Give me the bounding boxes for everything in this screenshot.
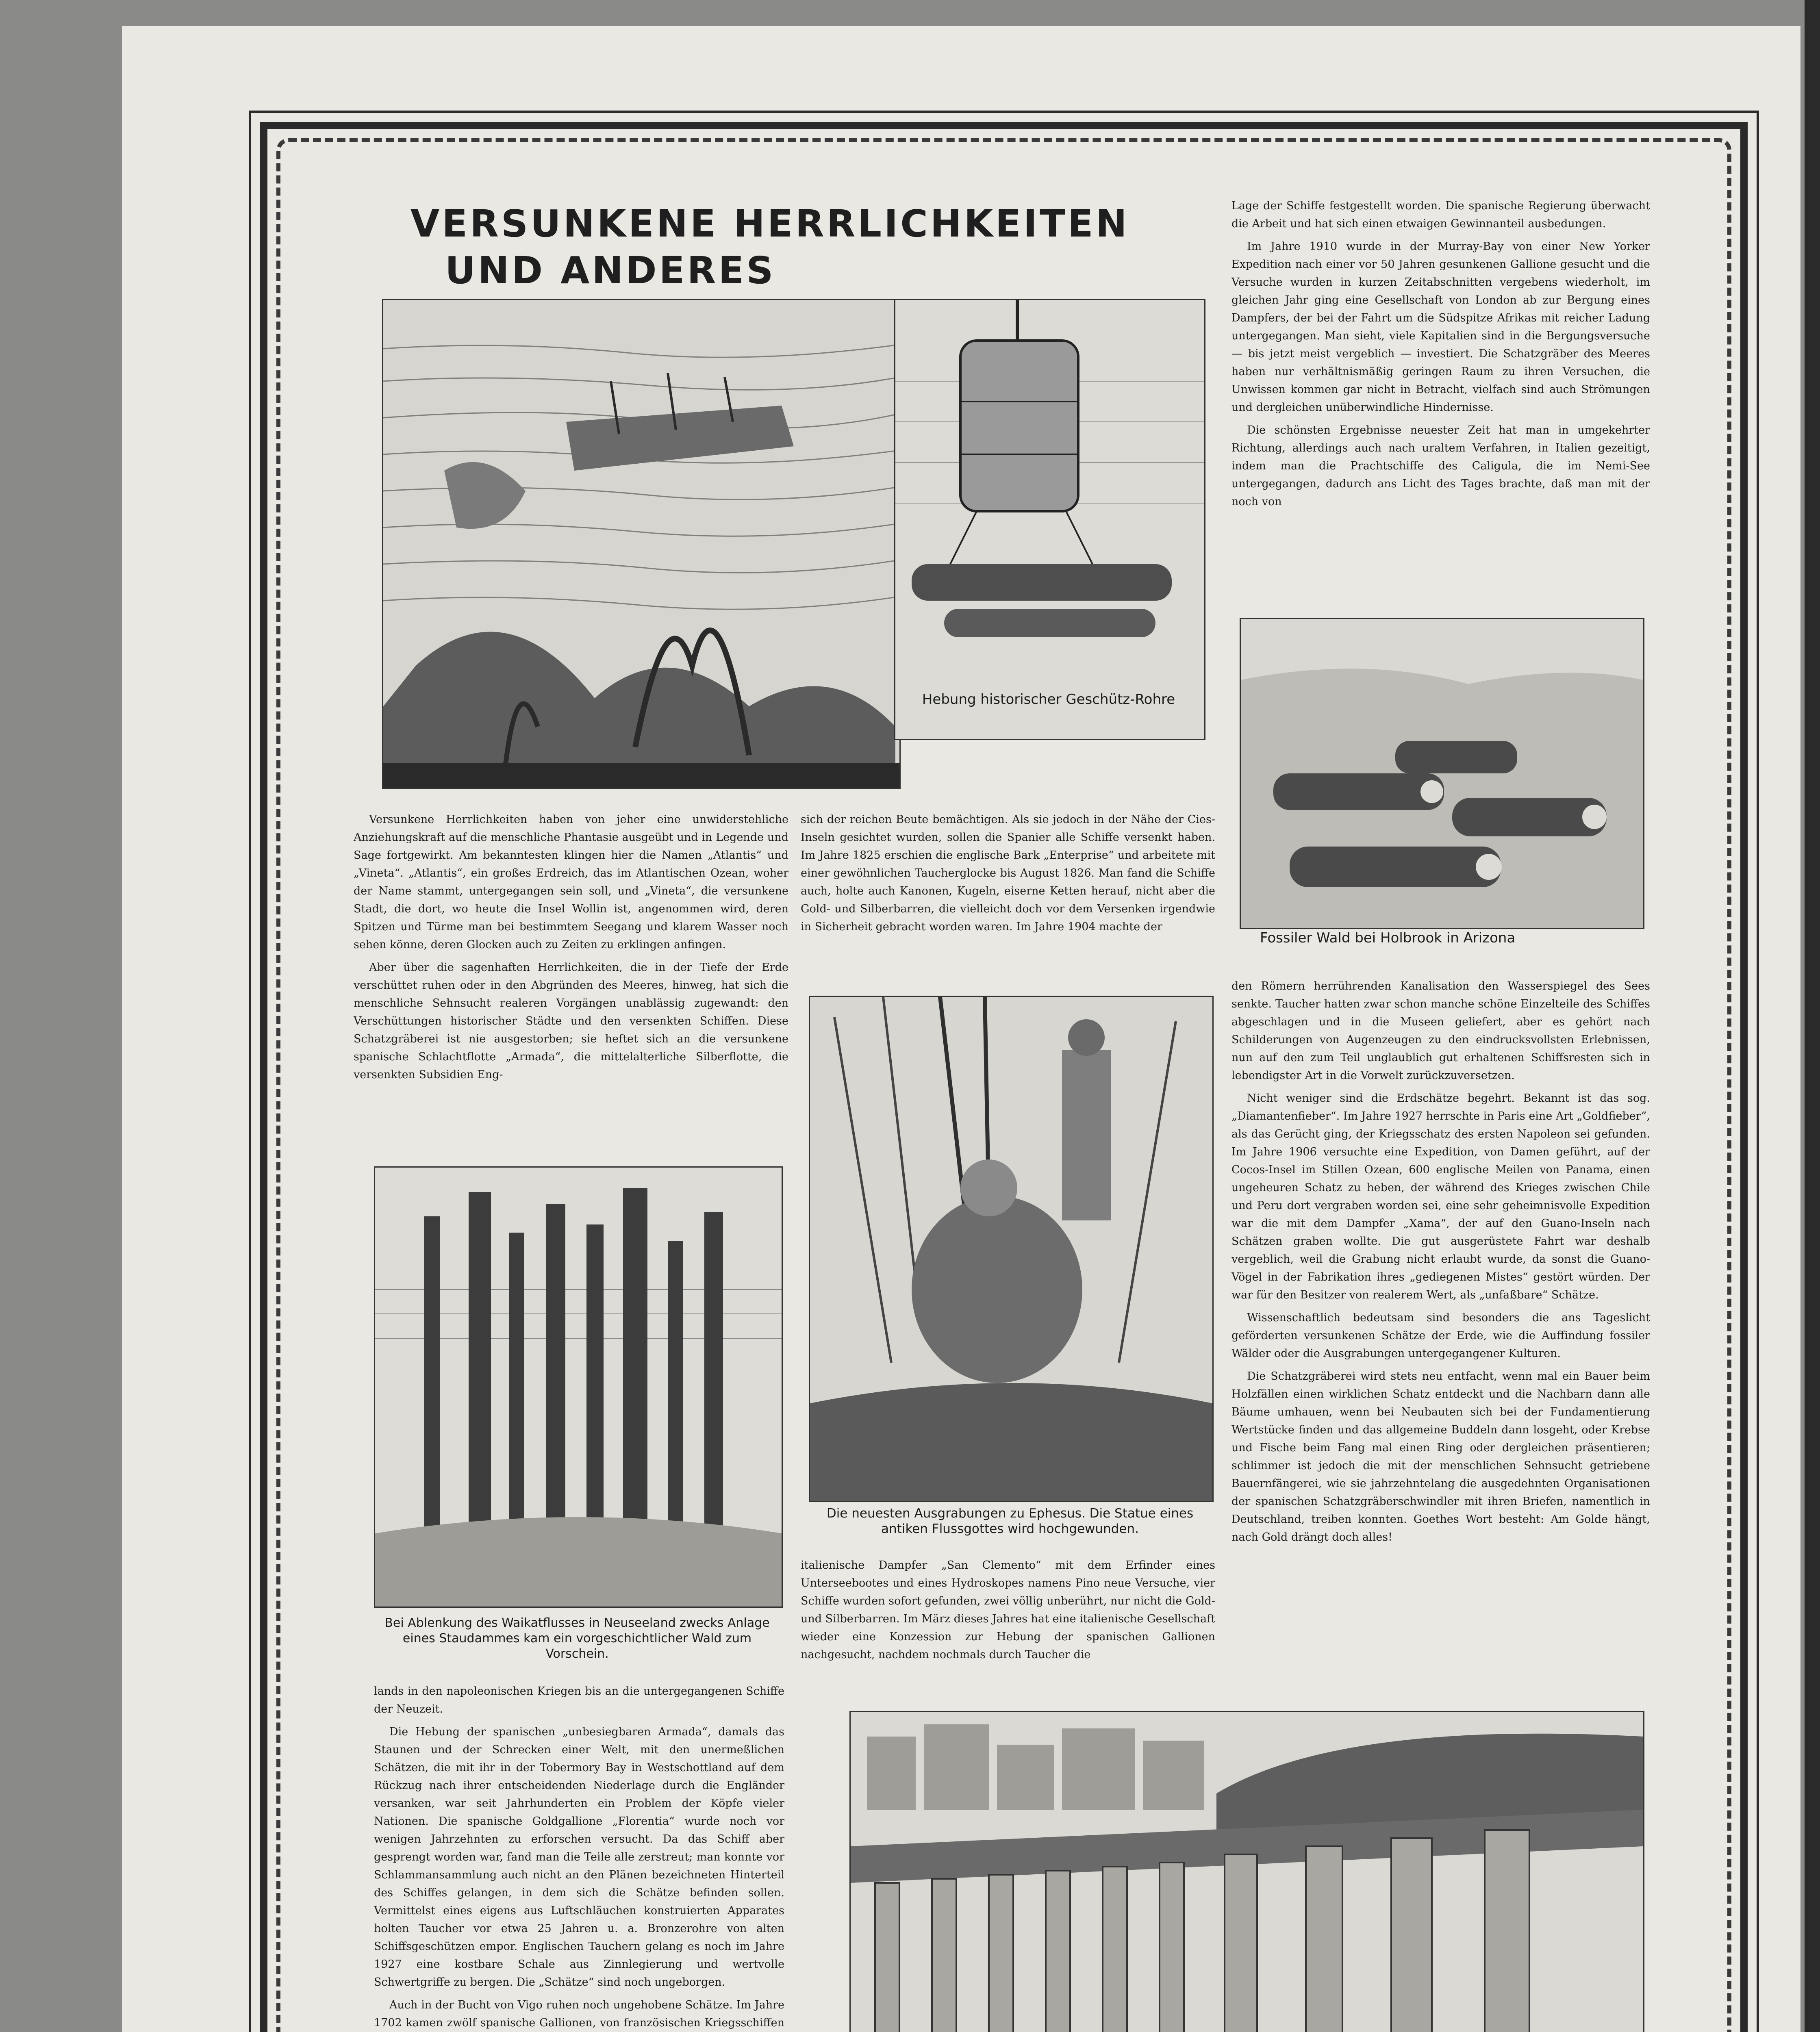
caption-fossil-forest: Fossiler Wald bei Holbrook in Arizona <box>1260 930 1516 946</box>
paragraph: Wissenschaftlich bedeutsam sind besonders die ans Tageslicht geförderten versunkenen Schätze der Erde, wie die Auffindung fossiler Wälder oder die Ausgrabungen untergegangener Kulturen. <box>1231 1311 1650 1360</box>
article-column-2-top <box>801 811 1215 941</box>
illustration-gun-barrels <box>894 299 1205 740</box>
article-column-1-bottom <box>374 1682 784 2032</box>
page-title: VERSUNKENE HERRLICHKEITEN <box>410 202 1129 245</box>
page-subtitle: UND ANDERES <box>445 249 776 292</box>
caption-waikato-forest: Bei Ablenkung des Waikatflusses in Neuseeland zwecks Anlage eines Staudammes kam ein vorgeschichtlicher Wald zum Vorschein. <box>384 1616 770 1661</box>
article-column-3-top <box>1231 197 1650 516</box>
paragraph: Lage der Schiffe festgestellt worden. Die spanische Regierung überwacht die Arbeit und hat sich einen etwaigen Gewinnanteil ausbedungen. <box>1231 200 1650 230</box>
paragraph: Die Schatzgräberei wird stets neu entfacht, wenn mal ein Bauer beim Holzfällen einen wirklichen Schatz entdeckt und die Nachbarn dann alle Bäume umhauen, wenn bei Neubauten sich bei der Fundamentierung Wertstücke finden und das allgemeine Buddeln dann losgeht, oder Krebse und Fische beim Fang mal einen Ring oder dergleichen präsentieren; schlimmer ist jedoch die mit der menschlichen Sehnsucht getriebene Bauernfängerei, wie sie jahrzehntelang die ausgedehnten Organisationen der spanischen Schatzgräberschwindler mit ihren Briefen, namentlich in Deutschland, treiben konnten. Goethes Wort besteht: Am Golde hängt, nach Gold drängt doch alles! <box>1231 1370 1650 1544</box>
caption-gun-barrels: Hebung historischer Geschütz-Rohre <box>922 691 1175 708</box>
paragraph: Nicht weniger sind die Erdschätze begehrt. Bekannt ist das sog. „Diamantenfieber“. Im Jahre 1927 herrschte in Paris eine Art „Goldfieber“, als das Gerücht ging, der Kriegsschatz des ersten Napoleon sei gefunden. Im Jahre 1906 versuchte eine Expedition, von Damen geführt, auf der Cocos-Insel im Stillen Ozean, 600 englische Meilen von Panama, einen ungeheuren Schatz zu heben, der während des Krieges zwischen Chile und Peru dort vergraben worden sei, eine sehr geheimnisvolle Expedition war die mit dem Dampfer „Xama“, der auf den Guano-Inseln nach Schätzen graben wollte. Die gut ausgerüstete Fahrt war deshalb vergeblich, weil die Grabung nicht erlaubt wurde, da sonst die Guano-Vögel in der Fabrikation ihres „gediegenen Mistes“ gestört würden. Der war für den Besitzer von realerem Wert, als „unfaßbare“ Schätze. <box>1231 1092 1650 1301</box>
article-column-2-bottom <box>801 1557 1215 1669</box>
scan-edge <box>1805 0 1820 2032</box>
paragraph: italienische Dampfer „San Clemento“ mit dem Erfinder eines Unterseebootes und eines Hydroskopes namens Pino neue Versuche, vier Schiffe wurden sofort gefunden, zwei völlig unberührt, nur nicht die Gold- und Silberbarren. Im März dieses Jahres hat eine italienische Gesellschaft wieder eine Konzession zur Hebung der spanischen Gallionen nachgesucht, nachdem nochmals durch Taucher die <box>801 1559 1215 1661</box>
caption-ephesus-statue: Die neuesten Ausgrabungen zu Ephesus. Die Statue eines antiken Flussgottes wird hochgewunden. <box>826 1506 1194 1536</box>
illustration-waikato-forest <box>374 1166 783 1608</box>
illustration-herculanum <box>849 1711 1644 2032</box>
article-column-1-top <box>354 811 788 1089</box>
illustration-ephesus-statue <box>809 996 1214 1502</box>
illustration-fossil-forest <box>1240 618 1644 929</box>
illustration-sunken-ships <box>382 299 901 789</box>
paragraph: Die schönsten Ergebnisse neuester Zeit hat man in umgekehrter Richtung, allerdings auch nach uraltem Verfahren, in Italien gezeitigt, indem man die Prachtschiffe des Caligula, die im Nemi-See untergegangen, dadurch ans Licht des Tages brachte, daß man mit der noch von <box>1231 424 1650 508</box>
paragraph: Aber über die sagenhaften Herrlichkeiten, die in der Tiefe der Erde verschüttet ruhen oder in den Abgründen des Meeres, hinweg, hat sich die menschliche Sehnsucht realeren Vorgängen unablässig zugewandt: den Verschüttungen historischer Städte und den versenkten Schiffen. Diese Schatzgräberei ist nie ausgestorben; sie heftet sich an die versunkene spanische Schlachtflotte „Armada“, die mittelalterliche Silberflotte, die versenkten Subsidien Eng- <box>354 961 788 1081</box>
paragraph: sich der reichen Beute bemächtigen. Als sie jedoch in der Nähe der Cies-Inseln gesichtet wurden, sollen die Spanier alle Schiffe versenkt haben. Im Jahre 1825 erschien die englische Bark „Enterprise“ und arbeitete mit einer gewöhnlichen Taucherglocke bis August 1826. Man fand die Schiffe auch, holte auch Kanonen, Kugeln, eiserne Ketten herauf, nicht aber die Gold- und Silberbarren, die vielleicht doch vor dem Versenken irgendwie in Sicherheit gebracht worden waren. Im Jahre 1904 machte der <box>801 813 1215 933</box>
article-column-3-bottom <box>1231 977 1650 1551</box>
paragraph: lands in den napoleonischen Kriegen bis an die untergegangenen Schiffe der Neuzeit. <box>374 1685 784 1715</box>
paragraph: Die Hebung der spanischen „unbesiegbaren Armada“, damals das Staunen und der Schrecken einer Welt, mit den unermeßlichen Schätzen, die mit ihr in der Tobermory Bay in Westschottland auf dem Rückzug nach ihrer entscheidenden Niederlage durch die Engländer versanken, war seit Jahrhunderten ein Problem der Köpfe vieler Nationen. Die spanische Goldgallione „Florentia“ wurde noch vor wenigen Jahrzehnten zu erforschen versucht. Da das Schiff aber gesprengt worden war, fand man die Teile alle zerstreut; man konnte vor Schlammansammlung auch nicht an den Plänen bezeichneten Hinterteil des Schiffes gelangen, in dem sich die Schätze befinden sollen. Vermittelst eines eigens aus Luftschläuchen konstruierten Apparates holten Taucher vor etwa 25 Jahren u. a. Bronzerohre von alten Schiffsgeschützen empor. Englischen Tauchern gelang es noch im Jahre 1927 eine kostbare Schale aus Zinnlegierung und wertvolle Schwertgriffe zu bergen. Die „Schätze“ sind noch ungeborgen. <box>374 1726 784 1989</box>
paragraph: Im Jahre 1910 wurde in der Murray-Bay von einer New Yorker Expedition nach einer vor 50 Jahren gesunkenen Gallione gesucht und die Versuche wurden in kurzen Zeitabschnitten vergebens wiederholt, im gleichen Jahr ging eine Gesellschaft von London ab zur Bergung eines Dampfers, der bei der Fahrt um die Südspitze Afrikas mit reicher Ladung untergegangen. Man sieht, viele Kapitalien sind in die Bergungsversuche — bis jetzt meist vergeblich — investiert. Die Schatzgräber des Meeres haben nur verhältnismäßig geringen Raum zu ihren Versuchen, die Unwissen kommen gar nicht in Betracht, vielfach sind auch Strömungen und dergleichen unüberwindliche Hindernisse. <box>1231 240 1650 414</box>
paragraph: Auch in der Bucht von Vigo ruhen noch ungehobene Schätze. Im Jahre 1702 kamen zwölf spanische Gallionen, von französischen Kriegsschiffen <box>374 1999 784 2029</box>
paragraph: den Römern herrührenden Kanalisation den Wasserspiegel des Sees senkte. Taucher hatten zwar schon manche schöne Einzelteile des Schiffes abgeschlagen und in die Museen geliefert, aber es gehört nach Schilderungen von Augenzeugen zu den eindrucksvollsten Erlebnissen, nun auf den zum Teil unglaublich gut erhaltenen Schiffsresten sich in lebendigster Art in die Vorwelt zurückzuversetzen. <box>1231 980 1650 1082</box>
paragraph: Versunkene Herrlichkeiten haben von jeher eine unwiderstehliche Anziehungskraft auf die menschliche Phantasie ausgeübt und in Legende und Sage fortgewirkt. Am bekanntesten klingen hier die Namen „Atlantis“ und „Vineta“. „Atlantis“, ein großes Erdreich, das im Atlantischen Ozean, woher der Name stammt, untergegangen sein soll, und „Vineta“, die versunkene Stadt, die dort, wo heute die Insel Wollin ist, angenommen wird, deren Spitzen und Türme man bei bestimmtem Seegang und klarem Wasser noch sehen könne, deren Glocken auch zu Zeiten zu erklingen anfingen. <box>354 813 788 951</box>
